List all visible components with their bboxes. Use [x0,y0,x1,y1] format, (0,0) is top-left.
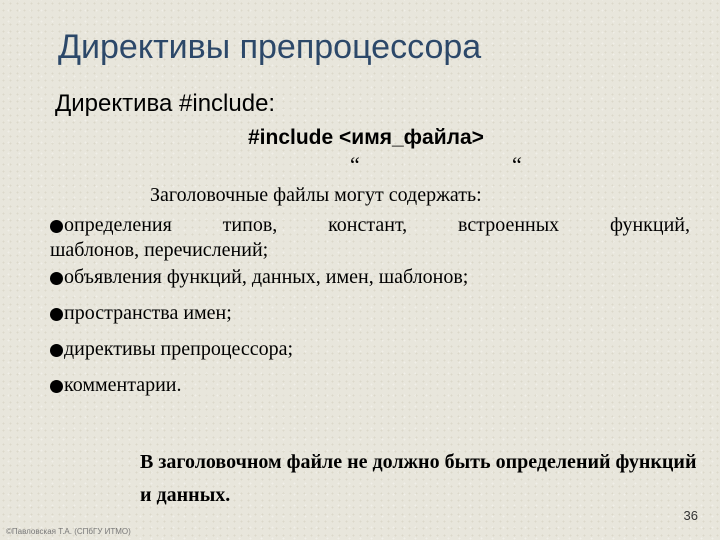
bullet-icon [50,344,63,357]
bullet-icon [50,380,63,393]
list-item [50,264,690,291]
list-item-text: определения типов, констант, встроенных функций, [64,214,690,236]
note-text: В заголовочном файле не должно быть определений функций и данных. [140,451,697,506]
bullet-list [50,212,690,399]
bullet-icon [50,220,63,233]
subtitle: Директива #include: [55,90,276,117]
list-item-text: директивы препроцессора; [64,338,294,360]
list-item [50,300,690,327]
slide-title: Директивы препроцессора [58,28,482,66]
list-item [50,372,690,399]
include-syntax: #include <имя_файла> [248,126,484,149]
list-item-text: пространства имен; [64,302,232,324]
bullet-icon [50,308,63,321]
quote-mark-right: “ [512,152,522,177]
quote-mark-left: “ [350,152,360,177]
page-number: 36 [683,508,698,523]
list-item-text: объявления функций, данных, имен, шаблонов; [64,266,469,288]
list-item [50,336,690,363]
list-item-text: комментарии. [64,374,182,396]
bullet-icon [50,272,63,285]
list-item-continuation: шаблонов, перечислений; [50,239,269,261]
list-item [50,212,690,239]
intro-text: Заголовочные файлы могут содержать: [150,184,482,206]
footer-copyright: ©Павловская Т.А. (СПбГУ ИТМО) [6,527,131,536]
